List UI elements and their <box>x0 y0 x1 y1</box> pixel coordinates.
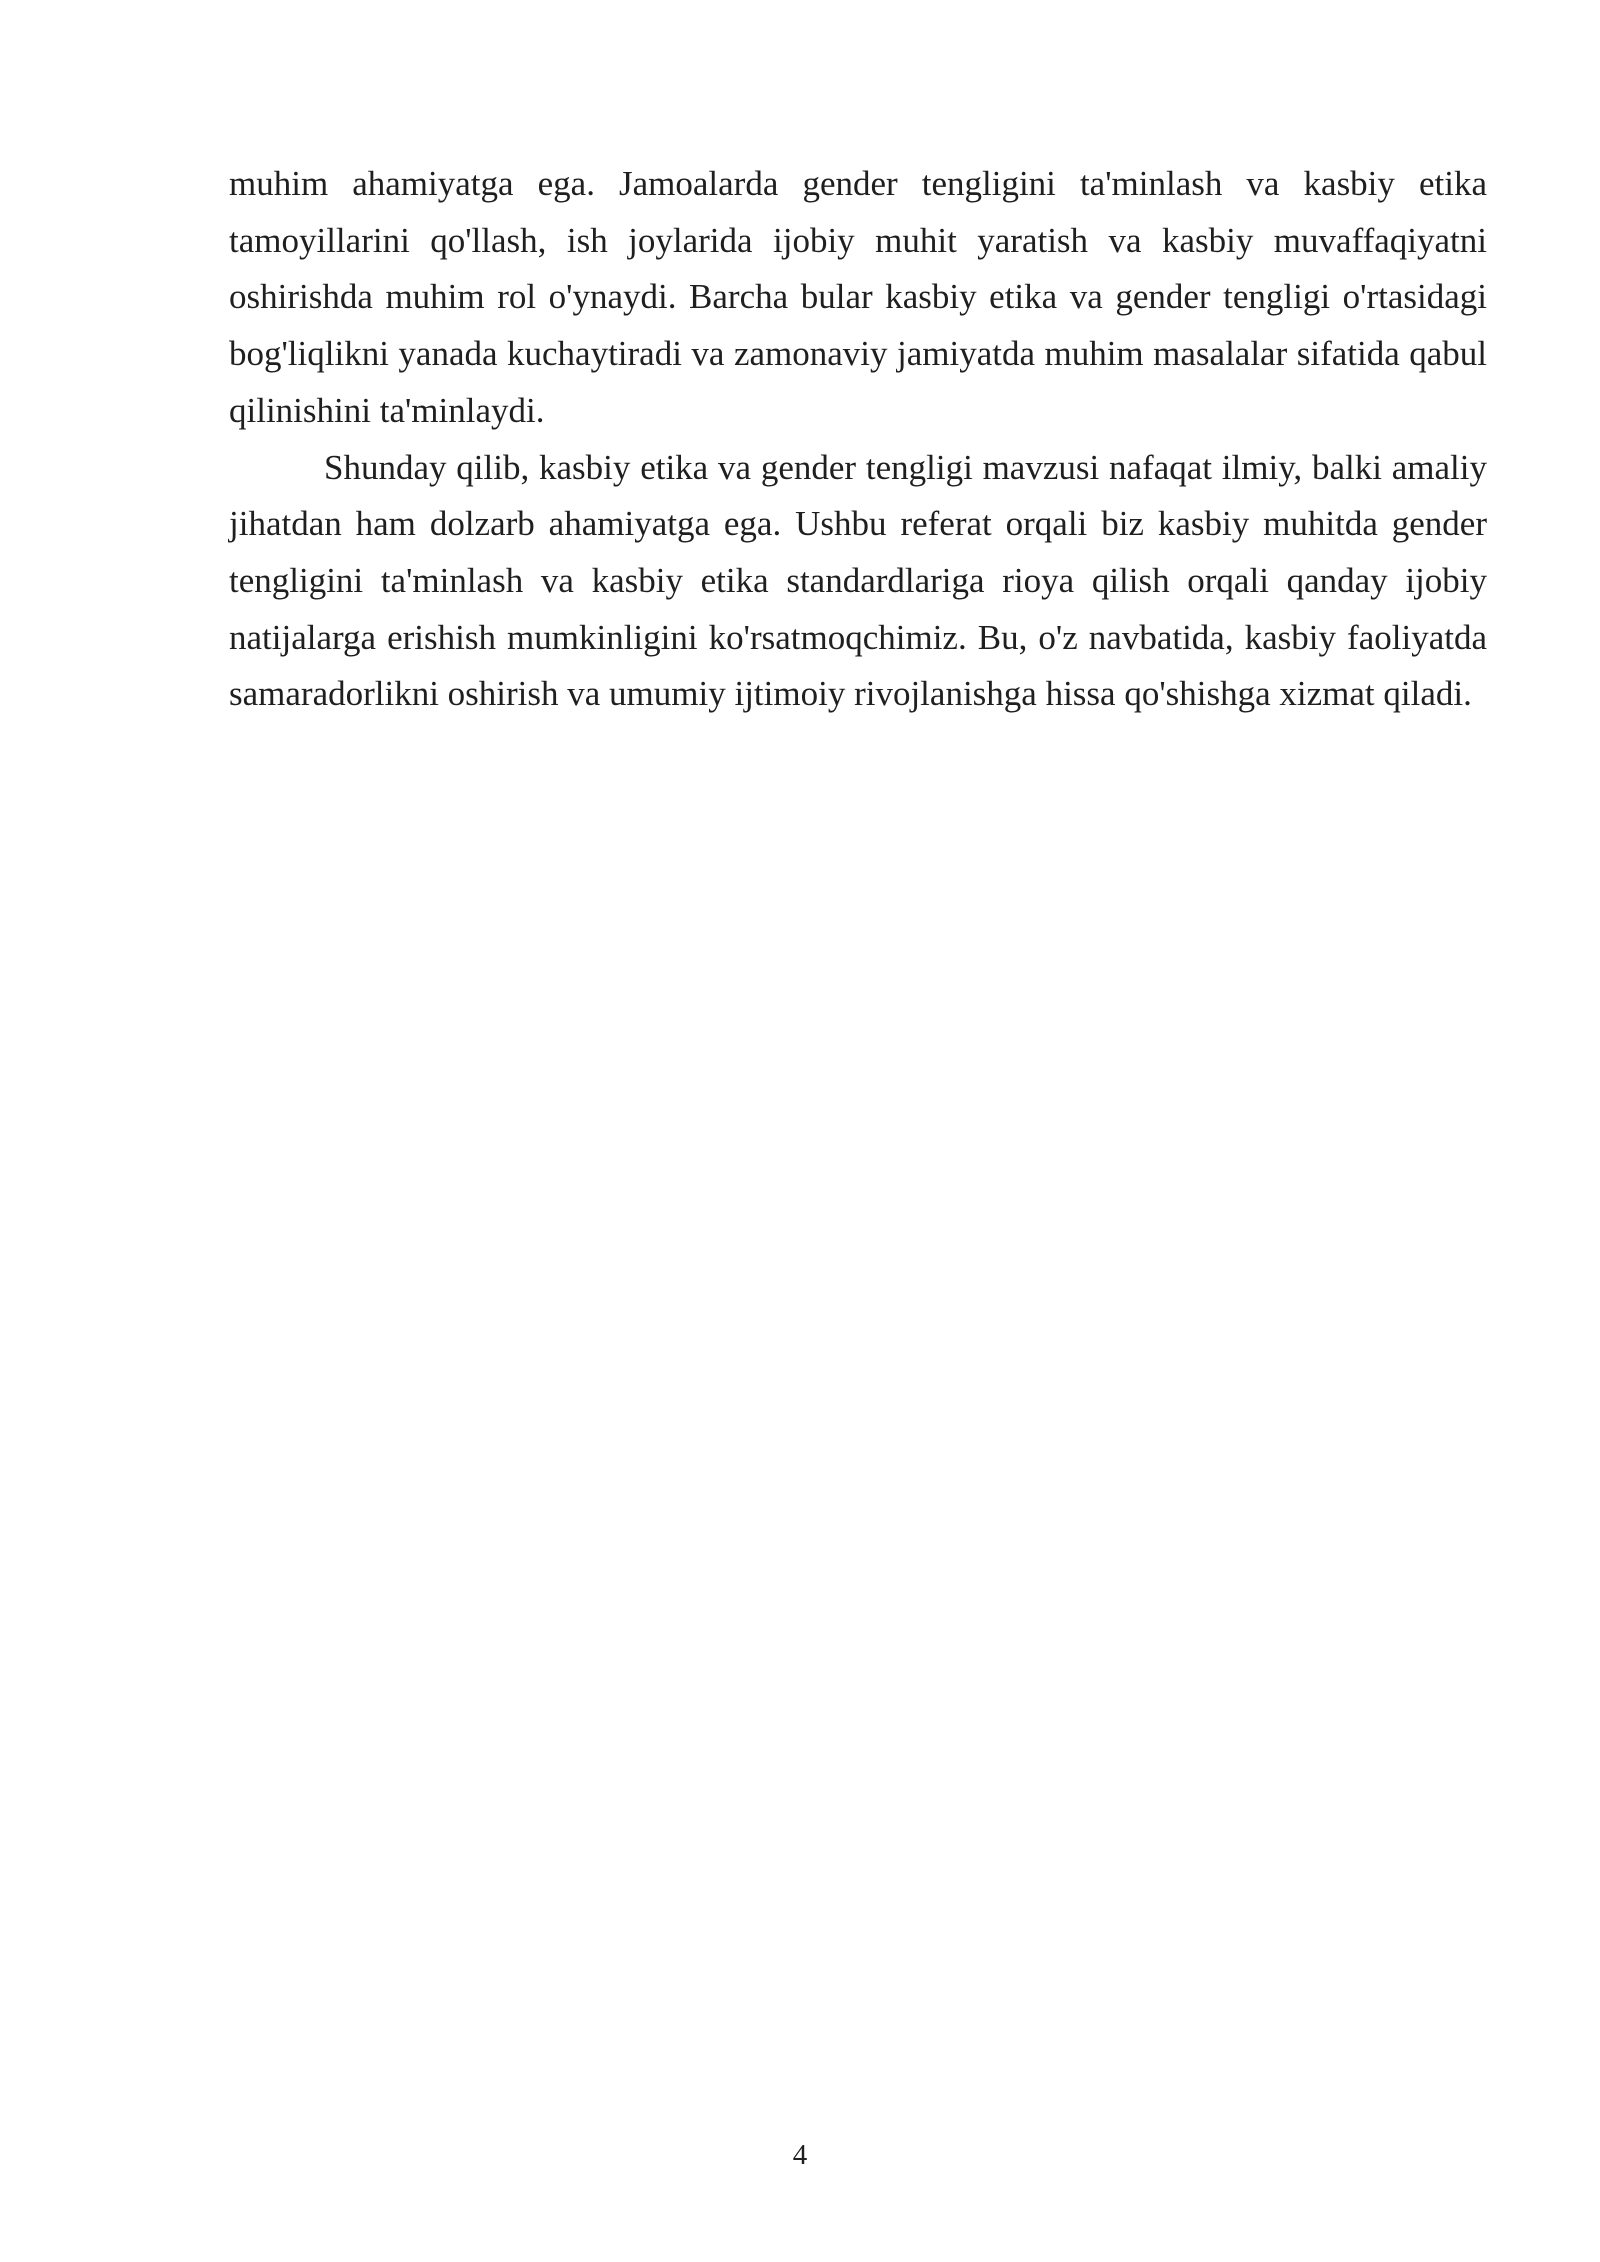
paragraph-conclusion: Shunday qilib, kasbiy etika va gender tengligi mavzusi nafaqat ilmiy, balki amaliy jihatdan ham dolzarb ahamiyatga ega. Ushbu referat orqali biz kasbiy muhitda gender tengligini ta'minlash va kasbiy etika standardlariga rioya qilish orqali qanday ijobiy natijalarga erishish mumkinligini ko'rsatmoqchimiz. Bu, o'z navbatida, kasbiy faoliyatda samaradorlikni oshirish va umumiy ijtimoiy rivojlanishga hissa qo'shishga xizmat qiladi. <box>229 447 1487 714</box>
page-number: 4 <box>792 2139 808 2171</box>
paragraph-continuation: muhim ahamiyatga ega. Jamoalarda gender tengligini ta'minlash va kasbiy etika tamoyillarini qo'llash, ish joylarida ijobiy muhit yaratish va kasbiy muvaffaqiyatni oshirishda muhim rol o'ynaydi. Barcha bular kasbiy etika va gender tengligi o'rtasidagi bog'liqlikni yanada kuchaytiradi va zamonaviy jamiyatda muhim masalalar sifatida qabul qilinishini ta'minlaydi. <box>229 164 1487 430</box>
body-text <box>229 156 1487 723</box>
